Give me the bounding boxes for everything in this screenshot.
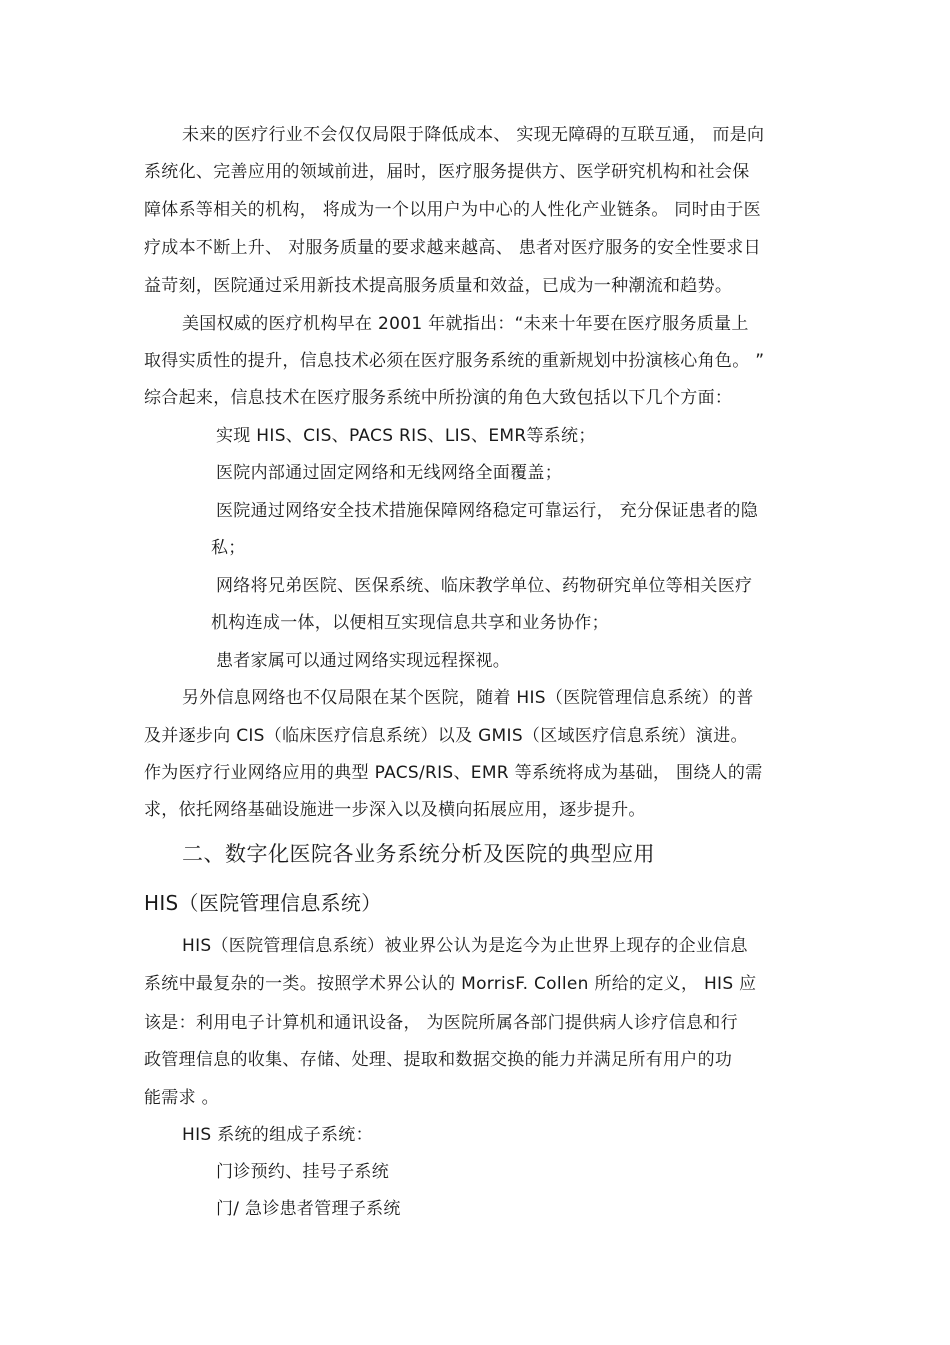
text-line: 及并逐步向 CIS（临床医疗信息系统）以及 GMIS（区域医疗信息系统）演进。 (144, 726, 748, 746)
list-item: 患者家属可以通过网络实现远程探视。 (216, 651, 511, 671)
text-line: 综合起来，信息技术在医疗服务系统中所扮演的角色大致包括以下几个方面： (144, 388, 733, 408)
text-line: 未来的医疗行业不会仅仅局限于降低成本、 实现无障碍的互联互通， 而是向 (182, 125, 765, 145)
text-line: 求，依托网络基础设施进一步深入以及横向拓展应用，逐步提升。 (144, 800, 646, 820)
list-item: 门诊预约、挂号子系统 (216, 1162, 389, 1182)
text-line: 政管理信息的收集、存储、处理、提取和数据交换的能力并满足所有用户的功 (144, 1050, 733, 1070)
section-heading: 二、数字化医院各业务系统分析及医院的典型应用 (182, 842, 655, 866)
text-line: 障体系等相关的机构， 将成为一个以用户为中心的人性化产业链条。 同时由于医 (144, 200, 761, 220)
list-item: 医院通过网络安全技术措施保障网络稳定可靠运行， 充分保证患者的隐 (216, 501, 759, 521)
text-line: 作为医疗行业网络应用的典型 PACS/RIS、EMR 等系统将成为基础， 围绕人的需 (144, 763, 763, 783)
list-item: 医院内部通过固定网络和无线网络全面覆盖； (216, 463, 562, 483)
text-line: 另外信息网络也不仅局限在某个医院，随着 HIS（医院管理信息系统）的普 (182, 688, 754, 708)
list-item-continuation: 机构连成一体，以便相互实现信息共享和业务协作； (211, 613, 609, 633)
text-line: 取得实质性的提升，信息技术必须在医疗服务系统的重新规划中扮演核心角色。 ” (144, 351, 765, 371)
text-line: 能需求 。 (144, 1088, 219, 1108)
text-line: 疗成本不断上升、 对服务质量的要求越来越高、 患者对医疗服务的安全性要求日 (144, 238, 761, 258)
sub-heading: HIS（医院管理信息系统） (144, 891, 382, 915)
text-line: 益苛刻，医院通过采用新技术提高服务质量和效益，已成为一种潮流和趋势。 (144, 276, 733, 296)
list-item: 实现 HIS、CIS、PACS RIS、LIS、EMR等系统； (216, 426, 596, 446)
text-line: 系统中最复杂的一类。按照学术界公认的 MorrisF. Collen 所给的定义， HIS 应 (144, 974, 757, 994)
text-line: 该是：利用电子计算机和通讯设备， 为医院所属各部门提供病人诊疗信息和行 (144, 1013, 738, 1033)
list-item: 门/ 急诊患者管理子系统 (216, 1199, 401, 1219)
text-line: 美国权威的医疗机构早在 2001 年就指出：“未来十年要在医疗服务质量上 (182, 314, 749, 334)
text-line: HIS（医院管理信息系统）被业界公认为是迄今为止世界上现存的企业信息 (182, 936, 748, 956)
text-line: 系统化、完善应用的领域前进，届时，医疗服务提供方、医学研究机构和社会保 (144, 162, 750, 182)
list-item: 网络将兄弟医院、医保系统、临床教学单位、药物研究单位等相关医疗 (216, 576, 753, 596)
list-item-continuation: 私； (211, 538, 246, 558)
subsystems-title: HIS 系统的组成子系统： (182, 1125, 373, 1145)
